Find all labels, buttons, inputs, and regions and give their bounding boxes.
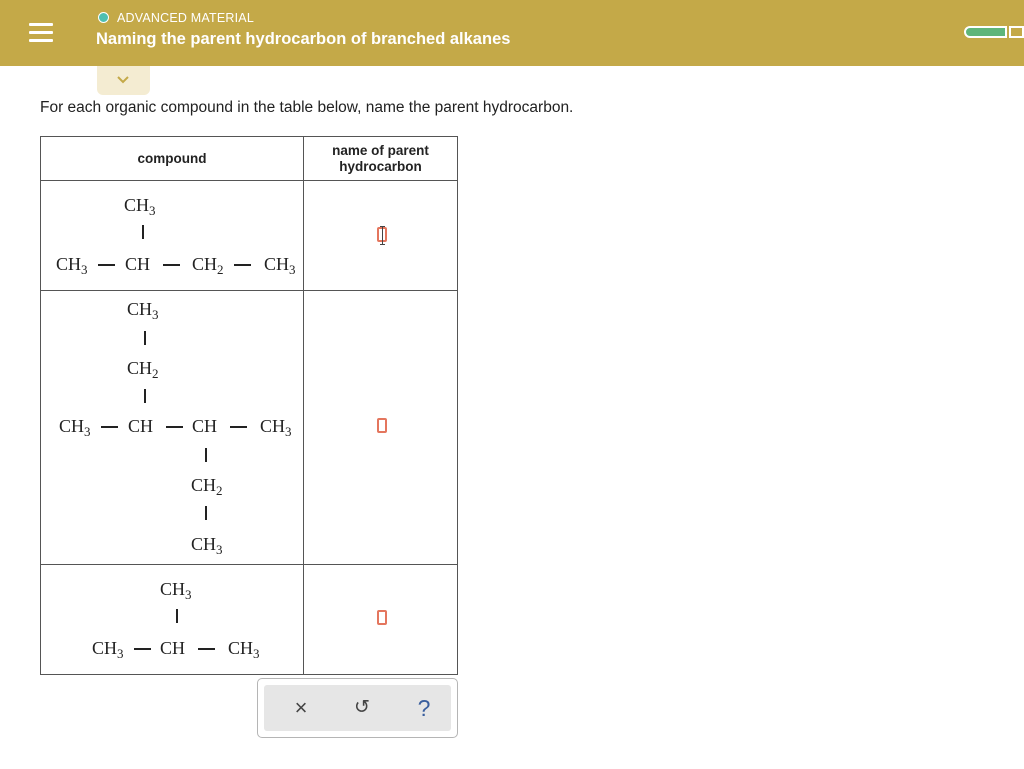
page-title: Naming the parent hydrocarbon of branched alkanes xyxy=(96,30,511,48)
compound-2-structure xyxy=(41,291,304,565)
progress-remaining xyxy=(1009,26,1024,38)
text-cursor-icon xyxy=(382,226,383,245)
answer-cell-3 xyxy=(304,565,458,675)
progress-fill xyxy=(964,26,1007,38)
c1-bond-3 xyxy=(234,264,251,266)
c1-ch: CH xyxy=(125,254,151,274)
collapse-tab[interactable] xyxy=(97,66,150,95)
category-label: ADVANCED MATERIAL xyxy=(117,11,254,25)
c2-top-ch3: $CH_3$ xyxy=(127,299,159,322)
compound-3-structure xyxy=(41,565,304,675)
answer-cell-2 xyxy=(304,291,458,565)
table-row xyxy=(41,565,458,675)
c2-ch-2: CH xyxy=(192,416,218,436)
c3-ch3-left: $CH_3$ xyxy=(92,638,124,661)
c1-ch3-left: $CH_3$ xyxy=(56,254,88,277)
c2-bond-3 xyxy=(230,426,247,428)
table-row xyxy=(41,181,458,291)
answer-input-2[interactable] xyxy=(377,418,387,433)
c3-bond-vertical xyxy=(176,609,178,623)
name-header-line2: hydrocarbon xyxy=(339,158,422,174)
answer-cell-1 xyxy=(304,181,458,291)
c2-ch3-left: $CH_3$ xyxy=(59,416,91,439)
instruction-text: For each organic compound in the table below, name the parent hydrocarbon. xyxy=(40,99,574,116)
c2-bond-2 xyxy=(166,426,183,428)
c2-bond-1 xyxy=(101,426,118,428)
c2-bond-bottom-2 xyxy=(205,506,207,520)
header-bar xyxy=(0,0,1024,66)
question-table xyxy=(40,136,458,675)
c1-bond-1 xyxy=(98,264,115,266)
answer-input-1[interactable] xyxy=(377,227,387,242)
menu-button[interactable] xyxy=(24,16,58,50)
c2-bottom-ch3: $CH_3$ xyxy=(191,534,223,557)
c3-ch: CH xyxy=(160,638,186,658)
compound-column-header: compound xyxy=(41,137,304,181)
name-header-line1: name of parent xyxy=(332,142,429,158)
c2-bond-top-1 xyxy=(144,331,146,345)
c3-bond-1 xyxy=(134,648,151,650)
answer-input-3[interactable] xyxy=(377,610,387,625)
c1-branch-ch3: $CH_3$ xyxy=(124,195,156,218)
c1-ch2: $CH_2$ xyxy=(192,254,224,277)
name-column-header xyxy=(304,137,458,181)
c1-ch3-right: $CH_3$ xyxy=(264,254,296,277)
category-dot-icon xyxy=(98,12,109,23)
c3-bond-2 xyxy=(198,648,215,650)
c2-bottom-ch2: $CH_2$ xyxy=(191,475,223,498)
progress-bar xyxy=(964,26,1024,38)
c3-ch3-right: $CH_3$ xyxy=(228,638,260,661)
c2-bond-top-2 xyxy=(144,389,146,403)
compound-1-structure xyxy=(41,181,304,291)
help-button[interactable]: ? xyxy=(417,695,431,721)
clear-button[interactable]: × xyxy=(294,695,308,720)
chevron-down-icon xyxy=(116,75,130,85)
hamburger-icon xyxy=(29,23,53,26)
c2-ch-1: CH xyxy=(128,416,154,436)
c1-bond-2 xyxy=(163,264,180,266)
answer-toolbar xyxy=(257,678,458,738)
c2-top-ch2: $CH_2$ xyxy=(127,358,159,381)
table-row xyxy=(41,291,458,565)
c3-branch-ch3: $CH_3$ xyxy=(160,579,192,602)
c2-ch3-right: $CH_3$ xyxy=(260,416,292,439)
c2-bond-bottom-1 xyxy=(205,448,207,462)
c1-bond-vertical xyxy=(142,225,144,239)
undo-button[interactable]: ↺ xyxy=(354,697,370,718)
